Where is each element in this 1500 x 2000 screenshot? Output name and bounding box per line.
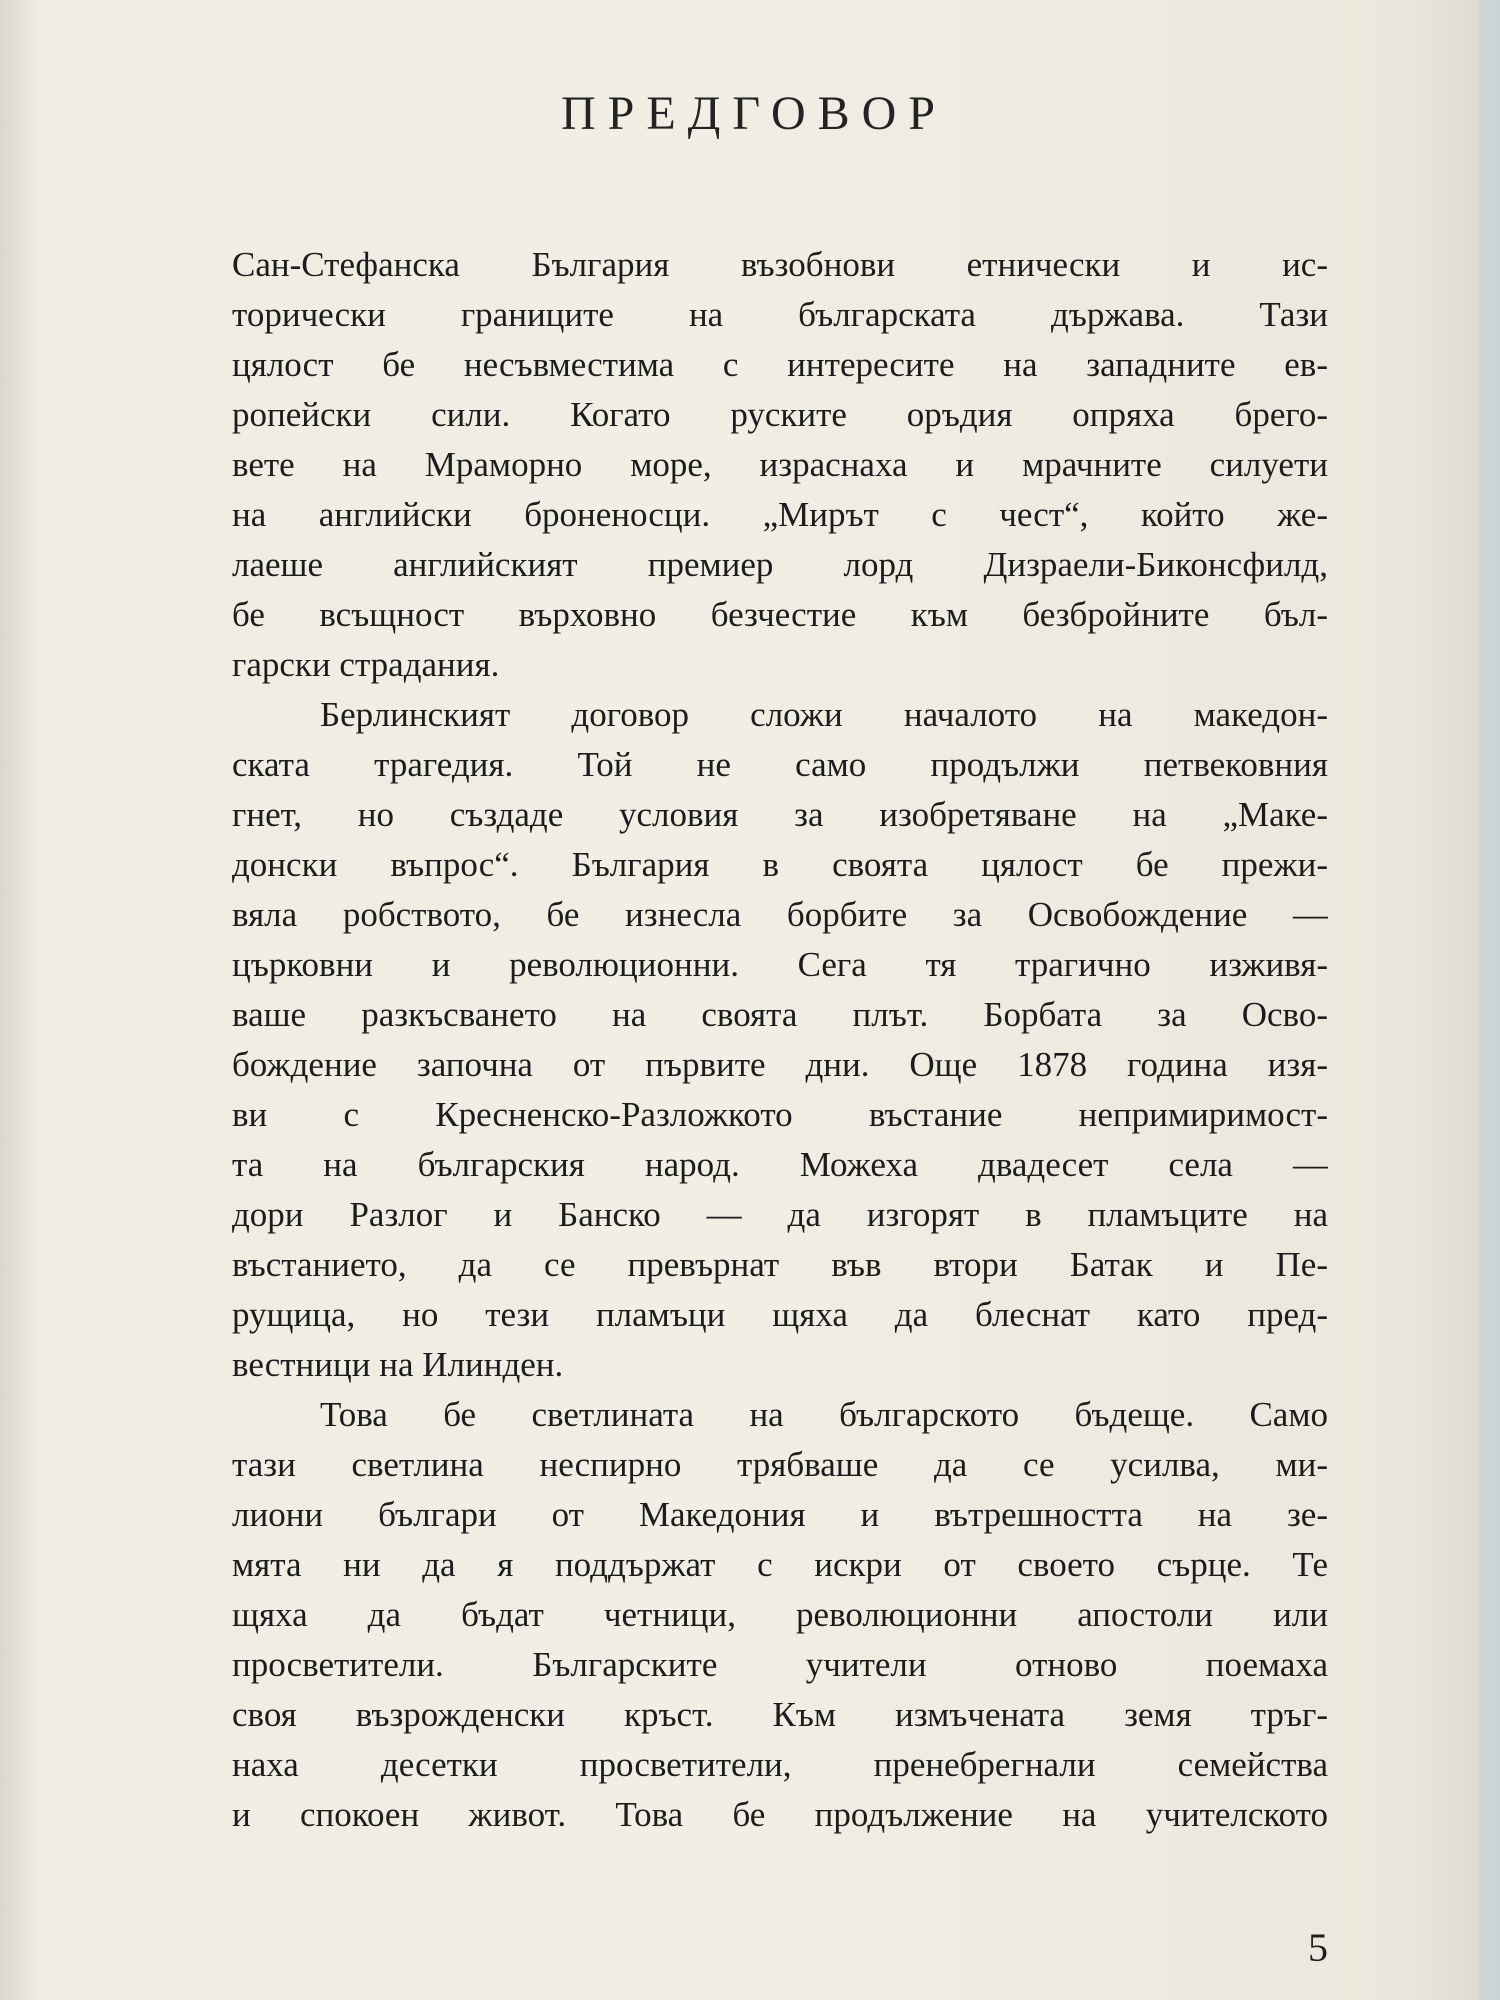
text-line: наха десетки просветители, пренебрегнали семейства [232, 1745, 1328, 1784]
text-line: въстанието, да се превърнат във втори Батак и Пе- [232, 1245, 1328, 1284]
text-line: торически границите на българската държава. Тази [232, 295, 1328, 334]
text-line: гарски страдания. [232, 645, 500, 684]
text-line: вестници на Илинден. [232, 1345, 564, 1384]
text-line: гнет, но създаде условия за изобретяване на „Маке- [232, 795, 1328, 834]
text-line: ви с Кресненско-Разложкото въстание непримиримост- [232, 1095, 1328, 1134]
text-line: лаеше английският премиер лорд Дизраели-Биконсфилд, [232, 545, 1328, 584]
body-text [232, 240, 1328, 1840]
text-line: вете на Мраморно море, израснаха и мрачните силуети [232, 445, 1328, 484]
text-line: дори Разлог и Банско — да изгорят в пламъците на [232, 1195, 1328, 1234]
text-line: тази светлина неспирно трябваше да се усилва, ми- [232, 1445, 1328, 1484]
text-line: щяха да бъдат четници, революционни апостоли или [232, 1595, 1328, 1634]
text-line: вяла робството, бе изнесла борбите за Освобождение — [232, 895, 1328, 934]
text-line: на английски броненосци. „Мирът с чест“, който же- [232, 495, 1328, 534]
text-line: мята ни да я поддържат с искри от своето сърце. Те [232, 1545, 1328, 1584]
text-line: своя възрожденски кръст. Към измъчената земя тръг- [232, 1695, 1328, 1734]
text-line: бождение започна от първите дни. Още 1878 година изя- [232, 1045, 1328, 1084]
text-line: просветители. Българските учители отново поемаха [232, 1645, 1328, 1684]
text-line: Берлинският договор сложи началото на македон- [320, 695, 1328, 734]
text-line: лиони българи от Македония и вътрешността на зе- [232, 1495, 1328, 1534]
text-line: донски въпрос“. България в своята цялост бе прежи- [232, 845, 1328, 884]
text-line: ропейски сили. Когато руските оръдия опряха брего- [232, 395, 1328, 434]
page-number: 5 [1308, 1925, 1328, 1970]
text-line: Това бе светлината на българското бъдеще. Само [320, 1395, 1328, 1434]
text-line: и спокоен живот. Това бе продължение на учителското [232, 1795, 1328, 1834]
page-edge [1478, 0, 1500, 2000]
text-line: цялост бе несъвместима с интересите на западните ев- [232, 345, 1328, 384]
text-line: бе всъщност върховно безчестие към безбройните бъл- [232, 595, 1328, 634]
page-title: ПРЕДГОВОР [560, 87, 947, 140]
text-line: църковни и революционни. Сега тя трагично изживя- [232, 945, 1328, 984]
text-line: ваше разкъсването на своята плът. Борбата за Осво- [232, 995, 1328, 1034]
text-line: та на българския народ. Можеха двадесет села — [232, 1145, 1328, 1184]
text-line: ската трагедия. Той не само продължи петвековния [232, 745, 1328, 784]
text-line: рущица, но тези пламъци щяха да блеснат като пред- [232, 1295, 1328, 1334]
text-line: Сан-Стефанска България възобнови етнически и ис- [232, 245, 1328, 284]
